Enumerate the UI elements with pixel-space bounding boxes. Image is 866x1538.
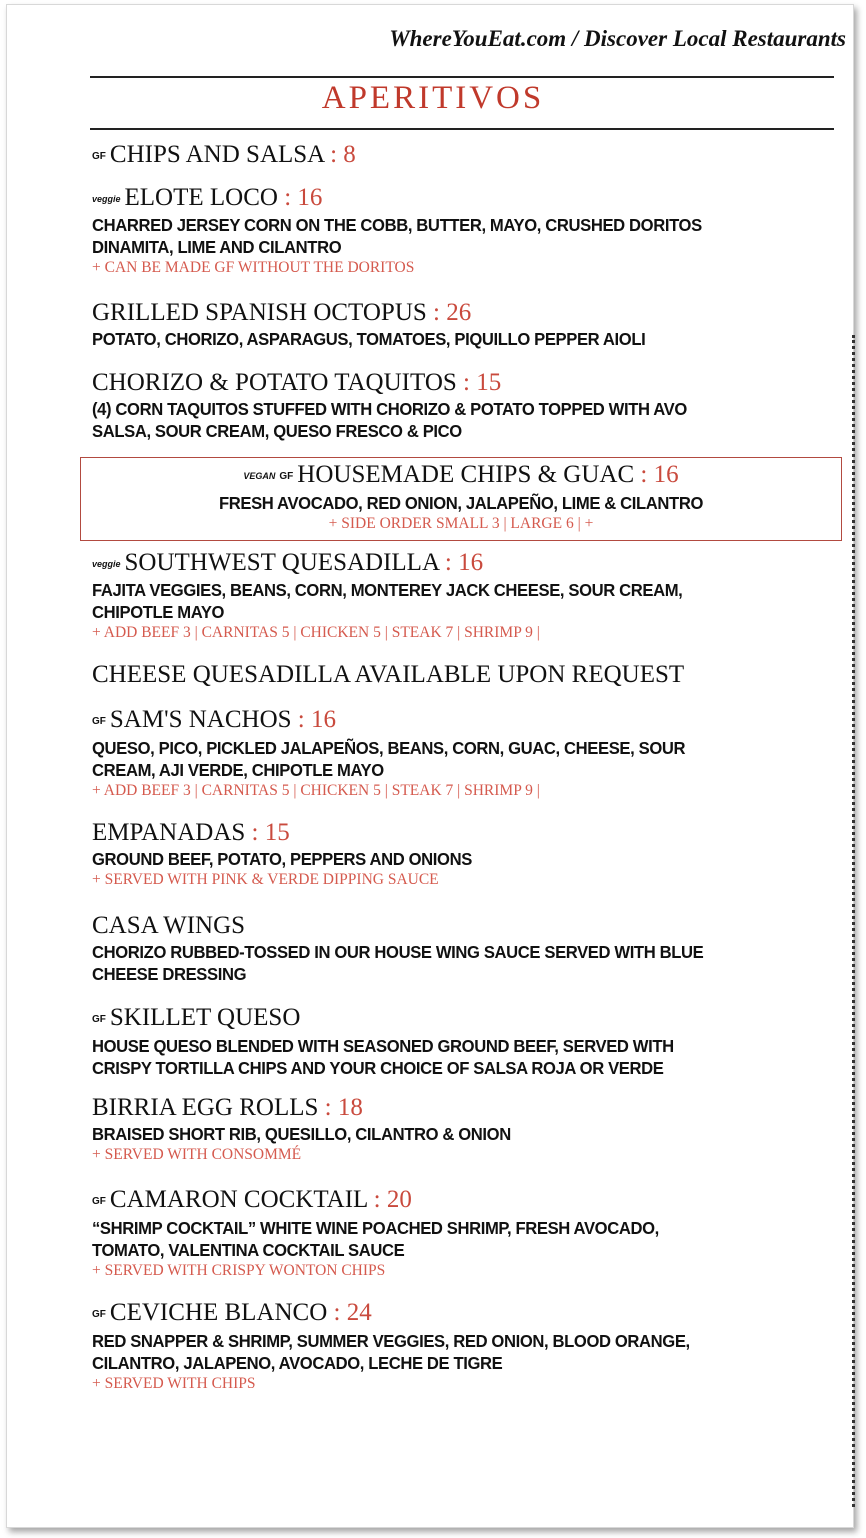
item-price: : 15 xyxy=(251,819,290,846)
item-name: CHIPS AND SALSA xyxy=(109,141,324,168)
menu-item xyxy=(92,183,837,278)
item-description: HOUSE QUESO BLENDED WITH SEASONED GROUND BEEF, SERVED WITH xyxy=(92,1036,674,1056)
item-description: GROUND BEEF, POTATO, PEPPERS AND ONIONS xyxy=(92,849,472,869)
bottom-divider xyxy=(90,128,834,130)
perforation-edge xyxy=(849,335,855,1507)
item-title xyxy=(92,1185,837,1217)
item-title xyxy=(92,705,837,737)
item-note: + SERVED WITH PINK & VERDE DIPPING SAUCE xyxy=(92,871,439,888)
menu-item xyxy=(92,911,837,985)
section-title: APERITIVOS xyxy=(321,80,545,116)
item-name: HOUSEMADE CHIPS & GUAC xyxy=(297,461,635,488)
item-price: : 16 xyxy=(284,184,323,211)
item-description: CRISPY TORTILLA CHIPS AND YOUR CHOICE OF SALSA ROJA OR VERDE xyxy=(92,1058,664,1078)
item-name: SKILLET QUESO xyxy=(109,1004,301,1031)
menu-item xyxy=(80,457,842,541)
item-description: FAJITA VEGGIES, BEANS, CORN, MONTEREY JACK CHEESE, SOUR CREAM, xyxy=(92,580,683,600)
item-description: CHEESE DRESSING xyxy=(92,964,247,984)
item-note: + SERVED WITH CHIPS xyxy=(92,1375,256,1392)
item-description: FRESH AVOCADO, RED ONION, JALAPEÑO, LIME & CILANTRO xyxy=(218,493,703,513)
item-description: QUESO, PICO, PICKLED JALAPEÑOS, BEANS, CORN, GUAC, CHEESE, SOUR xyxy=(92,738,686,758)
item-name: CHEESE QUESADILLA AVAILABLE UPON REQUEST xyxy=(92,661,685,688)
top-divider xyxy=(90,76,834,78)
menu-item xyxy=(92,1093,837,1165)
item-name: ELOTE LOCO xyxy=(124,184,278,211)
veggie-icon: veggie xyxy=(92,559,121,569)
item-description: CREAM, AJI VERDE, CHIPOTLE MAYO xyxy=(92,760,384,780)
item-description: CHIPOTLE MAYO xyxy=(92,602,225,622)
item-description: TOMATO, VALENTINA COCKTAIL SAUCE xyxy=(92,1240,405,1260)
item-name: SOUTHWEST QUESADILLA xyxy=(124,549,439,576)
item-name: SAM'S NACHOS xyxy=(109,706,292,733)
site-caption: WhereYouEat.com / Discover Local Restaurants xyxy=(389,26,846,51)
item-price: : 16 xyxy=(297,706,336,733)
menu-item xyxy=(92,1298,837,1394)
menu-item xyxy=(92,368,837,442)
item-title xyxy=(92,140,837,172)
menu-item xyxy=(92,660,837,690)
item-title xyxy=(92,1003,837,1035)
item-description: CILANTRO, JALAPENO, AVOCADO, LECHE DE TIGRE xyxy=(92,1353,503,1373)
item-price: : 24 xyxy=(333,1299,372,1326)
item-price: : 16 xyxy=(444,549,484,576)
item-description: RED SNAPPER & SHRIMP, SUMMER VEGGIES, RED ONION, BLOOD ORANGE, xyxy=(92,1331,690,1351)
item-description: CHARRED JERSEY CORN ON THE COBB, BUTTER, MAYO, CRUSHED DORITOS xyxy=(92,215,702,235)
menu-item xyxy=(92,818,837,890)
item-title xyxy=(92,1298,837,1330)
item-description: CHORIZO RUBBED-TOSSED IN OUR HOUSE WING SAUCE SERVED WITH BLUE xyxy=(92,942,704,962)
item-title xyxy=(92,818,837,848)
item-description: SALSA, SOUR CREAM, QUESO FRESCO & PICO xyxy=(92,421,462,441)
item-note: + SERVED WITH CONSOMMÉ xyxy=(92,1146,302,1163)
menu-item xyxy=(92,298,837,350)
item-title xyxy=(92,548,837,579)
gluten-free-icon: GF xyxy=(92,1196,106,1207)
item-title xyxy=(92,1093,837,1123)
item-name: CHORIZO & POTATO TAQUITOS xyxy=(92,369,457,396)
item-description: “SHRIMP COCKTAIL” WHITE WINE POACHED SHRIMP, FRESH AVOCADO, xyxy=(92,1218,659,1238)
menu-item xyxy=(92,705,837,801)
item-note: + SERVED WITH CRISPY WONTON CHIPS xyxy=(92,1262,386,1279)
menu-item xyxy=(92,1003,837,1079)
gluten-free-icon: GF xyxy=(279,471,294,482)
item-note: + SIDE ORDER SMALL 3 | LARGE 6 | + xyxy=(328,515,594,532)
gluten-free-icon: GF xyxy=(92,1014,106,1025)
item-note: + CAN BE MADE GF WITHOUT THE DORITOS xyxy=(92,259,415,276)
item-price: : 26 xyxy=(433,299,472,326)
item-name: GRILLED SPANISH OCTOPUS xyxy=(92,299,427,326)
item-description: (4) CORN TAQUITOS STUFFED WITH CHORIZO & POTATO TOPPED WITH AVO xyxy=(92,399,687,419)
gluten-free-icon: GF xyxy=(92,151,106,162)
item-note: + ADD BEEF 3 | CARNITAS 5 | CHICKEN 5 | STEAK 7 | SHRIMP 9 | xyxy=(92,782,540,799)
menu-item xyxy=(92,140,837,172)
item-price: : 20 xyxy=(373,1186,412,1213)
item-title xyxy=(92,298,837,328)
item-name: EMPANADAS xyxy=(92,819,246,846)
item-note: + ADD BEEF 3 | CARNITAS 5 | CHICKEN 5 | STEAK 7 | SHRIMP 9 | xyxy=(92,624,540,641)
item-name: CEVICHE BLANCO xyxy=(109,1299,328,1326)
item-description: DINAMITA, LIME AND CILANTRO xyxy=(92,237,342,257)
item-title xyxy=(92,911,837,941)
gluten-free-icon: GF xyxy=(92,716,106,727)
vegan-icon: VEGAN xyxy=(243,471,276,481)
menu-item xyxy=(92,1185,837,1281)
item-title xyxy=(92,368,837,398)
item-price: : 8 xyxy=(330,141,356,168)
item-name: BIRRIA EGG ROLLS xyxy=(92,1094,319,1121)
item-price: : 18 xyxy=(324,1094,363,1121)
item-title xyxy=(92,183,837,214)
item-title xyxy=(92,660,837,690)
item-name: CASA WINGS xyxy=(92,912,246,939)
item-price: : 15 xyxy=(463,369,502,396)
gluten-free-icon: GF xyxy=(92,1309,106,1320)
menu-item xyxy=(92,548,837,643)
veggie-icon: veggie xyxy=(92,194,121,204)
item-description: POTATO, CHORIZO, ASPARAGUS, TOMATOES, PIQUILLO PEPPER AIOLI xyxy=(92,329,646,349)
item-price: : 16 xyxy=(640,461,679,488)
item-name: CAMARON COCKTAIL xyxy=(109,1186,368,1213)
item-description: BRAISED SHORT RIB, QUESILLO, CILANTRO & ONION xyxy=(92,1124,511,1144)
item-title xyxy=(81,460,841,492)
